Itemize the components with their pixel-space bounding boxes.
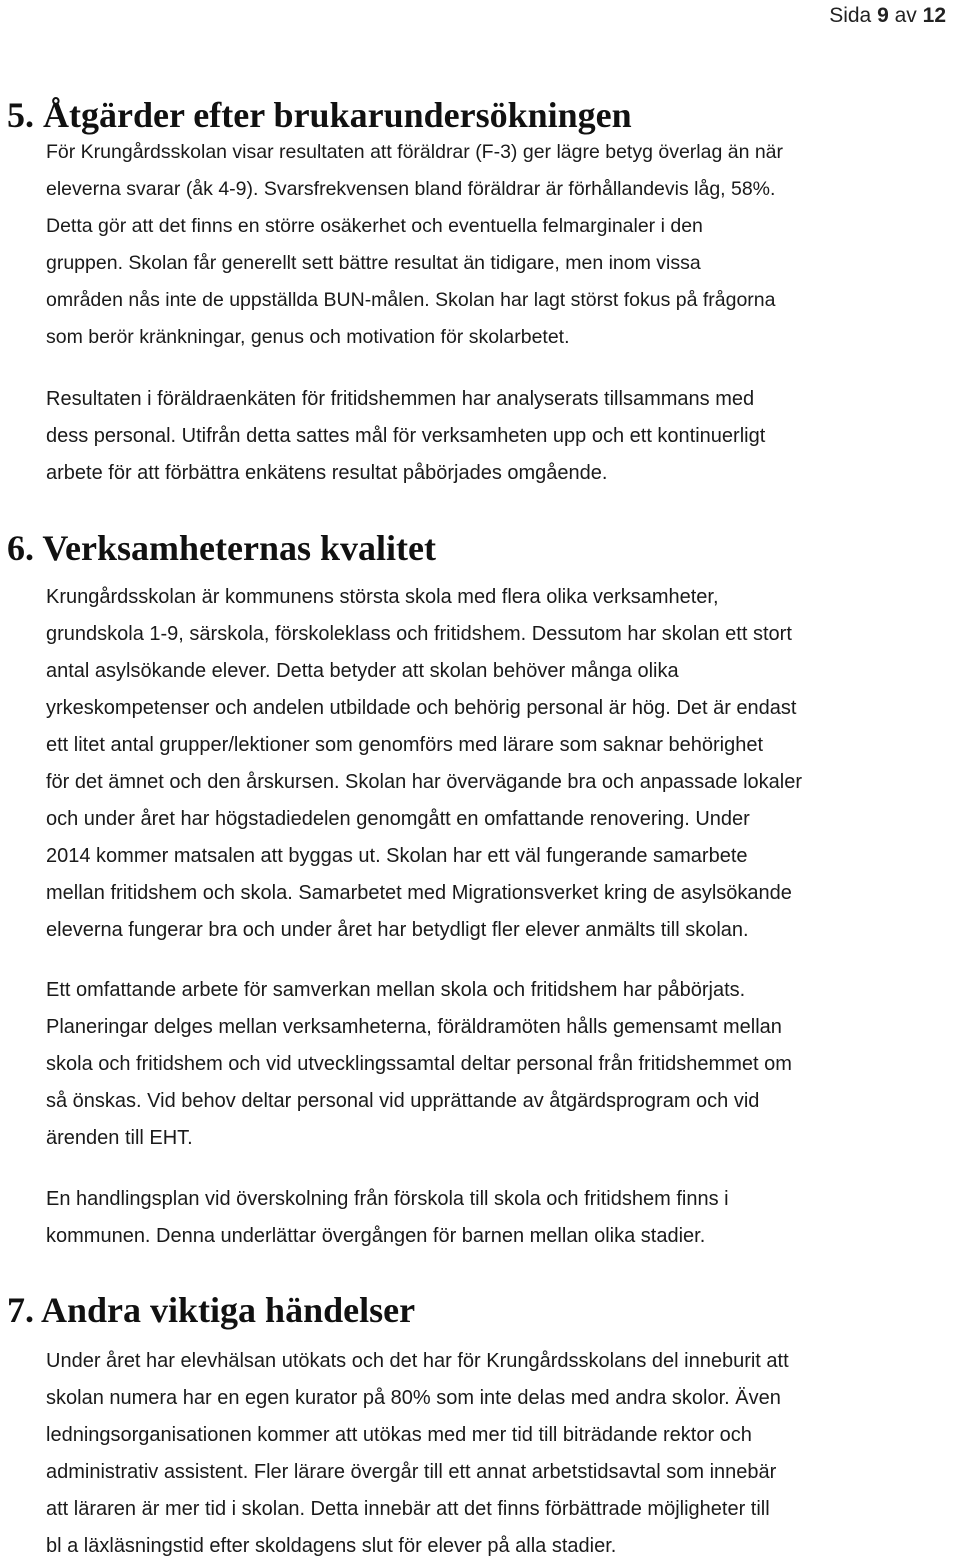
text-line: att läraren är mer tid i skolan. Detta innebär att det finns förbättrade möjligheter till xyxy=(46,1498,770,1520)
section-6-paragraph-1 xyxy=(46,579,960,949)
text-line: grundskola 1-9, särskola, förskoleklass och fritidshem. Dessutom har skolan ett stort xyxy=(46,623,792,645)
text-line: bl a läxläsningstid efter skoldagens slut för elever på alla stadier. xyxy=(46,1535,617,1557)
text-line: eleverna svarar (åk 4-9). Svarsfrekvensen bland föräldrar är förhållandevis låg, 58%. xyxy=(46,178,776,200)
text-line: Krungårdsskolan är kommunens största skola med flera olika verksamheter, xyxy=(46,586,719,608)
text-line: antal asylsökande elever. Detta betyder att skolan behöver många olika xyxy=(46,660,679,682)
section-7-heading: 7. Andra viktiga händelser xyxy=(7,1290,416,1330)
section-5-heading: 5. Åtgärder efter brukarundersökningen xyxy=(7,95,632,135)
text-line: yrkeskompetenser och andelen utbildade och behörig personal är hög. Det är endast xyxy=(46,697,797,719)
page-number-prefix: Sida xyxy=(829,4,872,27)
text-line: eleverna fungerar bra och under året har betydligt fler elever anmälts till skolan. xyxy=(46,919,749,941)
section-6-paragraph-3 xyxy=(46,1181,960,1255)
text-line: som berör kränkningar, genus och motivation för skolarbetet. xyxy=(46,326,570,348)
text-line: mellan fritidshem och skola. Samarbetet med Migrationsverket kring de asylsökande xyxy=(46,882,792,904)
text-line: dess personal. Utifrån detta sattes mål för verksamheten upp och ett kontinuerligt xyxy=(46,425,766,447)
text-line: ärenden till EHT. xyxy=(46,1127,193,1149)
section-6-paragraph-2 xyxy=(46,972,960,1157)
text-line: gruppen. Skolan får generellt sett bättre resultat än tidigare, men inom vissa xyxy=(46,252,701,274)
text-line: skolan numera har en egen kurator på 80% som inte delas med andra skolor. Även xyxy=(46,1387,781,1409)
text-line: Ett omfattande arbete för samverkan mellan skola och fritidshem har påbörjats. xyxy=(46,979,746,1001)
page-number-total: 12 xyxy=(922,4,946,27)
text-line: ledningsorganisationen kommer att utökas med mer tid till biträdande rektor och xyxy=(46,1424,752,1446)
text-line: Resultaten i föräldraenkäten för fritidshemmen har analyserats tillsammans med xyxy=(46,388,755,410)
section-7-paragraph-1 xyxy=(46,1343,960,1565)
text-line: För Krungårdsskolan visar resultaten att föräldrar (F-3) ger lägre betyg överlag än när xyxy=(46,141,784,163)
text-line: arbete för att förbättra enkätens resultat påbörjades omgående. xyxy=(46,462,608,484)
text-line: kommunen. Denna underlättar övergången för barnen mellan olika stadier. xyxy=(46,1225,706,1247)
text-line: Under året har elevhälsan utökats och det har för Krungårdsskolans del inneburit att xyxy=(46,1350,789,1372)
text-line: och under året har högstadiedelen genomgått en omfattande renovering. Under xyxy=(46,808,750,830)
section-5-paragraph-1 xyxy=(46,134,960,356)
page-number-separator: av xyxy=(894,4,917,27)
section-6-heading: 6. Verksamheternas kvalitet xyxy=(7,528,436,568)
page-number-current: 9 xyxy=(877,4,889,27)
page-number xyxy=(829,4,946,28)
text-line: så önskas. Vid behov deltar personal vid upprättande av åtgärdsprogram och vid xyxy=(46,1090,760,1112)
text-line: En handlingsplan vid överskolning från förskola till skola och fritidshem finns i xyxy=(46,1188,729,1210)
text-line: områden nås inte de uppställda BUN-målen. Skolan har lagt störst fokus på frågorna xyxy=(46,289,776,311)
text-line: administrativ assistent. Fler lärare övergår till ett annat arbetstidsavtal som innebär xyxy=(46,1461,777,1483)
section-5-paragraph-2 xyxy=(46,381,960,492)
text-line: Detta gör att det finns en större osäkerhet och eventuella felmarginaler i den xyxy=(46,215,703,237)
text-line: 2014 kommer matsalen att byggas ut. Skolan har ett väl fungerande samarbete xyxy=(46,845,748,867)
text-line: skola och fritidshem och vid utvecklingssamtal deltar personal från fritidshemmet om xyxy=(46,1053,792,1075)
text-line: Planeringar delges mellan verksamheterna, föräldramöten hålls gemensamt mellan xyxy=(46,1016,782,1038)
text-line: för det ämnet och den årskursen. Skolan har övervägande bra och anpassade lokaler xyxy=(46,771,803,793)
text-line: ett litet antal grupper/lektioner som genomförs med lärare som saknar behörighet xyxy=(46,734,764,756)
